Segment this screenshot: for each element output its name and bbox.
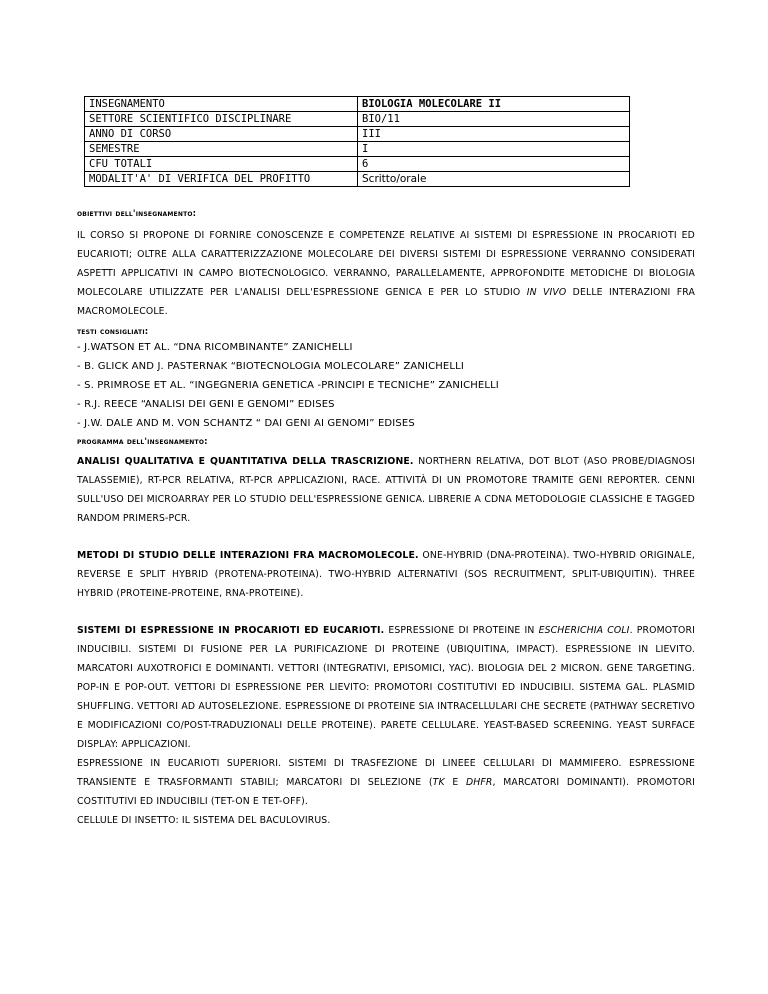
section-text: NORTHERN RELATIVA, DOT BLOT (ASO PROBE/DIAGNOSI TALASSEMIE), RT-PCR RELATIVA, RT-PCR APPLICAZIONI, RACE. ATTIVITÀ DI UN PROMOTORE TRAMITE GENI REPORTER. CENNI SULL'USO DEI MICROARRAY PER LO STUDIO DELL'ESPRESSIONE GENICA. LIBRERIE A CDNA METODOLOGIE CLASSICHE E TAGGED RANDOM PRIMERS-PCR. [77,456,696,524]
objectives-text [77,226,695,321]
section-title: METODI DI STUDIO DELLE INTERAZIONI FRA MACROMOLECOLE. [77,550,419,561]
objectives-text-end: DELLE INTERAZIONI FRA MACROMOLECOLE. [77,287,695,317]
section-text: , MARCATORI DOMINANTI). PROMOTORI COSTITUTIVI ED INDUCIBILI (TET-ON E TET-OFF). [77,777,695,807]
books-section [77,326,695,433]
section-title: SISTEMI DI ESPRESSIONE IN PROCARIOTI ED EUCARIOTI. [77,625,385,636]
objectives-section [77,208,695,321]
table-row [85,127,630,142]
table-label: ANNO DI CORSO [85,127,358,142]
section-title: ANALISI QUALITATIVA E QUANTITATIVA DELLA TRASCRIZIONE. [77,456,414,467]
section-text-italic: DHFR [465,777,493,788]
list-item: - J.WATSON ET AL. “DNA RICOMBINANTE” ZANICHELLI [77,342,353,353]
program-section-1 [77,452,695,528]
objectives-text-main: IL CORSO SI PROPONE DI FORNIRE CONOSCENZE E COMPETENZE RELATIVE AI SISTEMI DI ESPRESSIONE IN PROCARIOTI ED EUCARIOTI; OLTRE ALLA CARATTERIZZAZIONE MOLECOLARE DEI DIVERSI SISTEMI DI ESPRESSIONE VERRANNO CONSIDERATI ASPETTI APPLICATIVI IN CAMPO BIOTECNOLOGICO. VERRANNO, PARALLELAMENTE, APPROFONDITE METODICHE DI BIOLOGIA MOLECOLARE UTILIZZATE PER L'ANALISI DELL'ESPRESSIONE GENICA E PER LO STUDIO [77,230,695,298]
organism-name: ESCHERICHIA COLI [538,625,630,636]
program-section-3-insect [77,811,695,830]
list-item: - R.J. REECE “ANALISI DEI GENI E GENOMI” EDISES [77,399,335,410]
section-text: ONE-HYBRID (DNA-PROTEINA). TWO-HYBRID ORIGINALE, REVERSE E SPLIT HYBRID (PROTENA-PROTEINA). TWO-HYBRID ALTERNATIVI (SOS RECRUITMENT, SPLIT-UBIQUITIN). THREE HYBRID (PROTEINE-PROTEINE, RNA-PROTEINE). [77,550,695,599]
section-text: . PROMOTORI INDUCIBILI. SISTEMI DI FUSIONE PER LA PURIFICAZIONE DI PROTEINE (UBIQUITINA, IMPACT). ESPRESSIONE IN LIEVITO. MARCATORI AUXOTROFICI E DOMINANTI. VETTORI (INTEGRATIVI, EPISOMICI, YAC). BIOLOGIA DEL 2 MICRON. GENE TARGETING. POP-IN E POP-OUT. VETTORI DI ESPRESSIONE PER LIEVITO: PROMOTORI COSTITUTIVI ED INDUCIBILI. SISTEMA GAL. PLASMID SHUFFLING. VETTORI AD AUTOSELEZIONE. ESPRESSIONE DI PROTEINE SIA INTRACELLULARI CHE SECRETE (PATHWAY SECRETIVO E MODIFICAZIONI CO/POST-TRADUZIONALI DELLE PROTEINE). PARETE CELLULARE. YEAST-BASED SCREENING. YEAST SURFACE DISPLAY: APPLICAZIONI. [77,625,696,750]
program-section-3 [77,621,695,754]
table-row [85,142,630,157]
books-heading: testi consigliati: [77,327,149,337]
table-label: CFU TOTALI [85,157,358,172]
table-value: 6 [358,157,630,172]
books-list [77,338,695,433]
program-heading: programma dell'insegnamento: [77,437,208,447]
table-row [85,172,630,187]
table-value: I [358,142,630,157]
section-text-italic: TK [432,777,445,788]
list-item: - J.W. DALE AND M. VON SCHANTZ “ DAI GENI AI GENOMI” EDISES [77,418,415,429]
table-label: INSEGNAMENTO [85,97,358,112]
table-value: Scritto/orale [358,172,630,187]
section-text-pre: ESPRESSIONE DI PROTEINE IN [388,625,535,636]
objectives-text-italic: IN VIVO [526,287,567,298]
table-label: SETTORE SCIENTIFICO DISCIPLINARE [85,112,358,127]
table-row [85,97,630,112]
list-item: - B. GLICK AND J. PASTERNAK “BIOTECNOLOGIA MOLECOLARE” ZANICHELLI [77,361,464,372]
table-row [85,112,630,127]
section-text: CELLULE DI INSETTO: IL SISTEMA DEL BACULOVIRUS. [77,815,331,826]
program-section [77,436,695,830]
table-row [85,157,630,172]
program-section-2 [77,546,695,603]
course-info-table [84,96,630,187]
table-label: MODALIT'A' DI VERIFICA DEL PROFITTO [85,172,358,187]
table-value: III [358,127,630,142]
table-value: BIO/11 [358,112,630,127]
objectives-heading: obiettivi dell'insegnamento: [77,209,197,219]
table-label: SEMESTRE [85,142,358,157]
section-text: ESPRESSIONE IN EUCARIOTI SUPERIORI. SISTEMI DI TRASFEZIONE DI LINEEE CELLULARI DI MAMMIFERO. ESPRESSIONE TRANSIENTE E TRASFORMANTI STABILI; MARCATORI DI SELEZIONE ( [77,758,695,788]
program-section-3-higher-eukaryotes [77,754,695,811]
course-title: BIOLOGIA MOLECOLARE II [358,97,630,112]
list-item: - S. PRIMROSE ET AL. “INGEGNERIA GENETICA -PRINCIPI E TECNICHE” ZANICHELLI [77,380,499,391]
section-text: E [444,777,466,788]
